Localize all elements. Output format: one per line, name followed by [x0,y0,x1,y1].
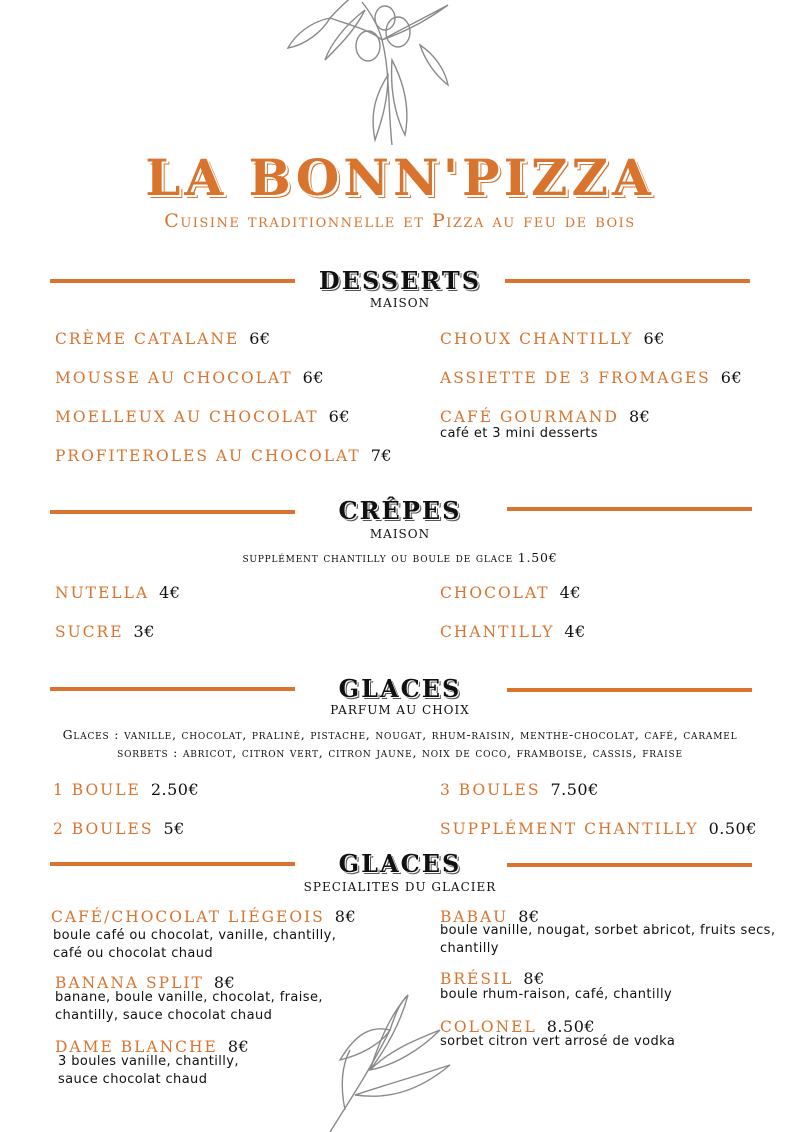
menu-item: SUCRE 3€ [55,622,155,641]
item-description: boule rhum-raison, café, chantilly [440,987,673,1002]
menu-item: SUPPLÉMENT CHANTILLY 0.50€ [440,819,757,838]
crepes-note: supplément chantilly ou boule de glace 1.50€ [242,550,558,565]
glaces-sorbets: sorbets : abricot, citron vert, citron jaune, noix de coco, framboise, cassis, fraise [117,745,683,760]
specialites-subtitle: SPECIALITES DU GLACIER [303,880,497,894]
menu-item: CAFÉ/CHOCOLAT LIÉGEOIS 8€ [51,907,357,926]
menu-item: 1 BOULE 2.50€ [53,780,200,799]
desserts-title: DESSERTS [318,266,482,295]
item-description: chantilly [440,941,499,956]
leaf-branch-icon [300,990,460,1132]
item-description: 3 boules vanille, chantilly, [58,1054,239,1069]
item-description: café ou chocolat chaud [53,946,214,961]
menu-item: ASSIETTE DE 3 FROMAGES 6€ [440,368,743,387]
crepes-subtitle: MAISON [369,527,431,541]
item-description: café et 3 mini desserts [440,426,598,441]
olive-branch-icon [270,0,470,150]
glaces-title: GLACES [338,674,462,703]
restaurant-subtitle: Cuisine traditionnelle et Pizza au feu de bois [164,210,636,232]
restaurant-title: LA BONN'PIZZA [145,148,655,207]
menu-item: 2 BOULES 5€ [53,819,185,838]
menu-item: DAME BLANCHE 8€ [55,1037,250,1056]
specialites-title: GLACES [338,849,462,878]
crepes-title: CRÊPES [338,496,462,525]
menu-item: MOUSSE AU CHOCOLAT 6€ [55,368,325,387]
menu-item: CHANTILLY 4€ [440,622,586,641]
menu-item: MOELLEUX AU CHOCOLAT 6€ [55,407,350,426]
item-description: sorbet citron vert arrosé de vodka [440,1034,676,1049]
item-description: boule café ou chocolat, vanille, chantilly, [53,928,337,943]
item-description: sauce chocolat chaud [58,1072,208,1087]
menu-item: BABAU 8€ [440,907,540,926]
item-description: boule vanille, nougat, sorbet abricot, fruits secs, [440,923,776,938]
menu-item: 3 BOULES 7.50€ [440,780,599,799]
menu-item: NUTELLA 4€ [55,583,181,602]
menu-item: COLONEL 8.50€ [440,1017,596,1036]
menu-item: CHOCOLAT 4€ [440,583,581,602]
menu-item: BRÉSIL 8€ [440,969,545,988]
item-description: banane, boule vanille, chocolat, fraise, [55,990,323,1005]
desserts-subtitle: MAISON [369,296,431,310]
menu-item: PROFITEROLES AU CHOCOLAT 7€ [55,446,393,465]
glaces-flavours: Glaces : vanille, chocolat, praliné, pistache, nougat, rhum-raisin, menthe-chocolat, café, caramel [62,727,738,742]
menu-item: CHOUX CHANTILLY 6€ [440,329,665,348]
menu-item: CAFÉ GOURMAND 8€ [440,407,651,426]
item-description: chantilly, sauce chocolat chaud [55,1008,273,1023]
menu-item: CRÈME CATALANE 6€ [55,329,271,348]
glaces-subtitle: PARFUM AU CHOIX [330,703,470,717]
menu-item: BANANA SPLIT 8€ [55,973,236,992]
